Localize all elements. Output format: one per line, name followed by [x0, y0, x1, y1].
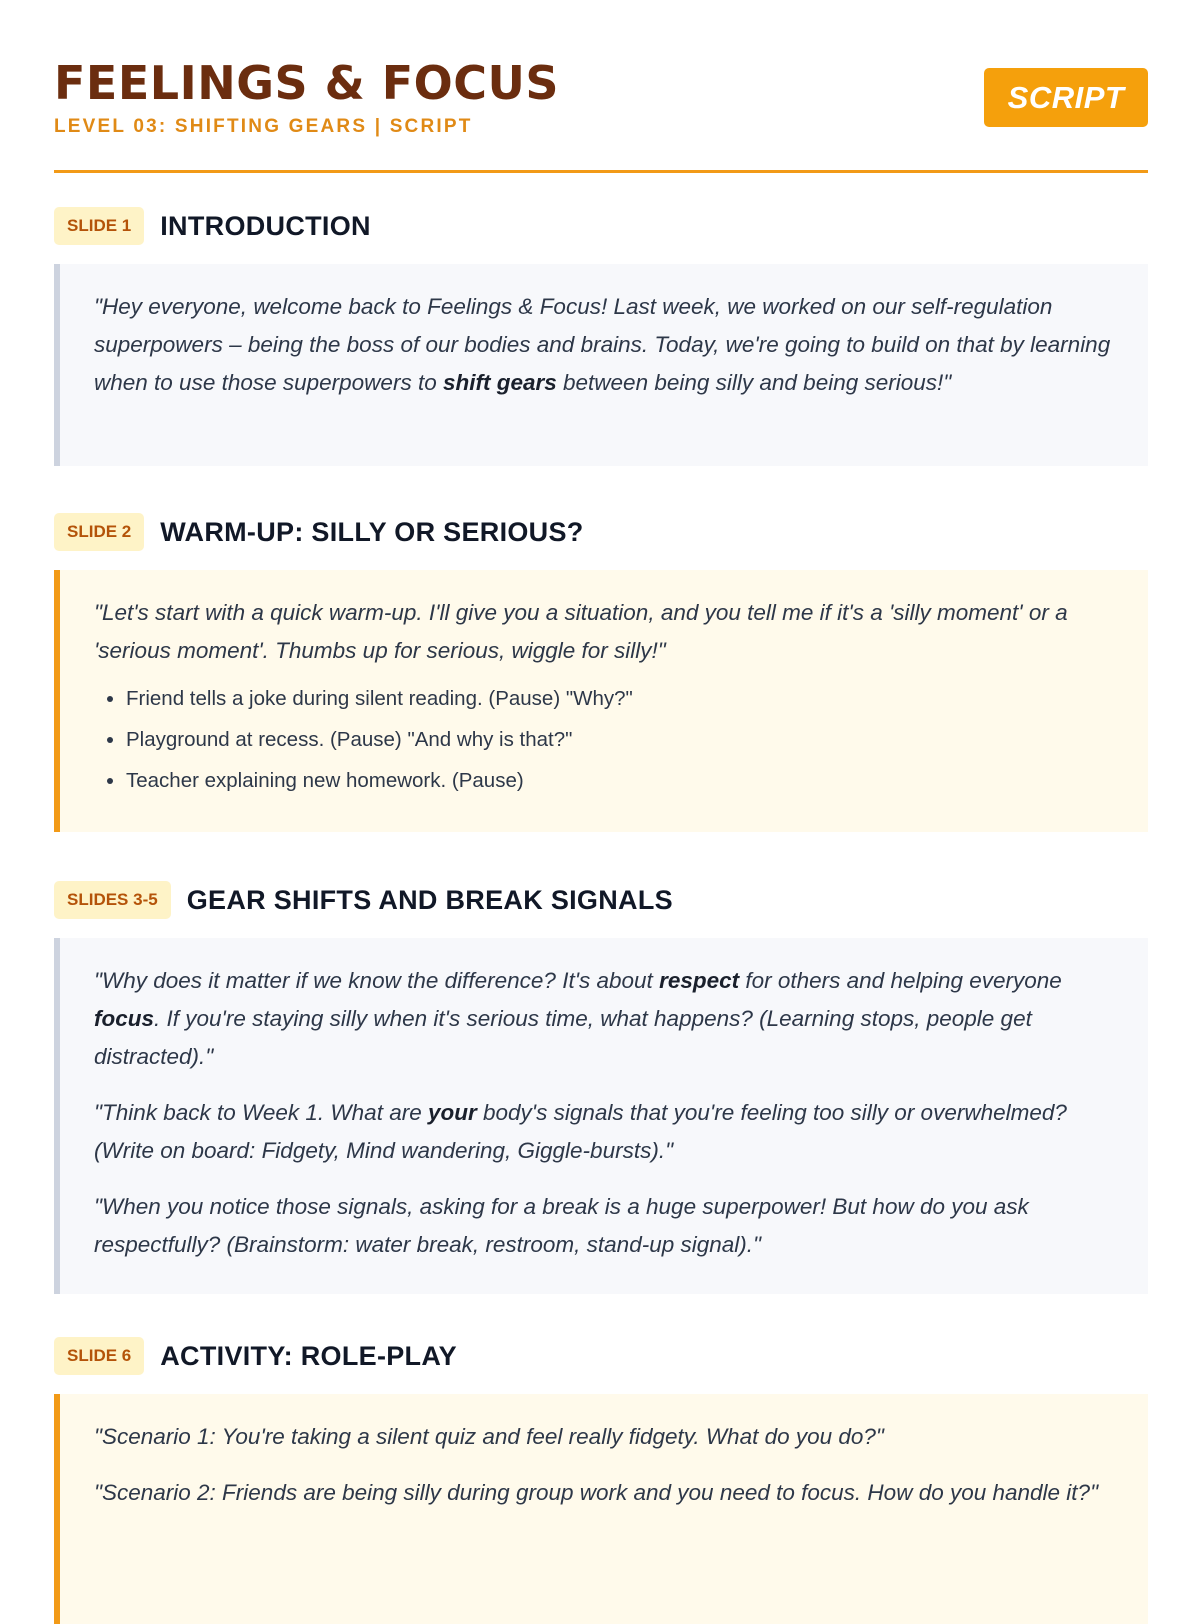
slide-badge: SLIDE 1 — [54, 207, 144, 245]
script-box — [54, 1394, 1148, 1624]
script-paragraph: "Think back to Week 1. What are your body's signals that you're feeling too silly or overwhelmed? (Write on board: Fidgety, Mind wandering, Giggle-bursts)." — [94, 1100, 1067, 1163]
script-paragraph: "Hey everyone, welcome back to Feelings & Focus! Last week, we worked on our self-regulation superpowers – being the boss of our bodies and brains. Today, we're going to build on that by learning when to use those superpowers to shift gears between being silly and being serious!" — [94, 294, 1111, 395]
slide-badge: SLIDE 2 — [54, 513, 144, 551]
section-title: GEAR SHIFTS AND BREAK SIGNALS — [186, 884, 673, 915]
section-header — [54, 1336, 1148, 1376]
section-header — [54, 512, 1148, 552]
page-subtitle: LEVEL 03: SHIFTING GEARS | SCRIPT — [54, 116, 473, 137]
slide-badge: SLIDES 3-5 — [54, 881, 171, 919]
section-gear-shifts — [54, 880, 1148, 1257]
section-title: INTRODUCTION — [160, 210, 371, 241]
section-role-play — [54, 1336, 1148, 1505]
section-warm-up — [54, 512, 1148, 792]
script-paragraph: "Scenario 2: Friends are being silly during group work and you need to focus. How do you handle it?" — [94, 1480, 1099, 1505]
script-paragraph: "When you notice those signals, asking for a break is a huge superpower! But how do you ask respectfully? (Brainstorm: water break, restroom, stand-up signal)." — [94, 1194, 1029, 1257]
emphasis: your — [427, 1100, 477, 1125]
script-box — [54, 938, 1148, 1294]
section-header — [54, 206, 1148, 246]
section-title: ACTIVITY: ROLE-PLAY — [160, 1340, 457, 1371]
script-paragraph: "Why does it matter if we know the difference? It's about respect for others and helping everyone focus. If you're staying silly when it's serious time, what happens? (Learning stops, people get distracted)." — [94, 968, 1062, 1069]
section-header — [54, 880, 1148, 920]
script-paragraph: "Scenario 1: You're taking a silent quiz and feel really fidgety. What do you do?" — [94, 1424, 884, 1449]
page-title: FEELINGS & FOCUS — [54, 56, 559, 110]
slide-badge: SLIDE 6 — [54, 1337, 144, 1375]
section-title: WARM-UP: SILLY OR SERIOUS? — [160, 516, 584, 547]
emphasis: shift gears — [442, 370, 557, 395]
page-header — [54, 0, 1148, 173]
script-box — [54, 570, 1148, 832]
script-paragraph: "Let's start with a quick warm-up. I'll give you a situation, and you tell me if it's a 'silly moment' or a 'serious moment'. Thumbs up for serious, wiggle for silly!" — [94, 600, 1068, 663]
script-page — [54, 0, 1148, 1505]
section-introduction — [54, 206, 1148, 395]
script-button[interactable]: SCRIPT — [984, 68, 1148, 127]
situation-list — [94, 678, 1116, 801]
list-item: • Playground at recess. (Pause) "And why is that?" — [126, 719, 1116, 760]
list-item: • Friend tells a joke during silent reading. (Pause) "Why?" — [126, 678, 1116, 719]
emphasis: focus — [94, 1006, 155, 1031]
emphasis: respect — [659, 968, 740, 993]
script-box — [54, 264, 1148, 466]
list-item: • Teacher explaining new homework. (Pause) — [126, 760, 1116, 801]
